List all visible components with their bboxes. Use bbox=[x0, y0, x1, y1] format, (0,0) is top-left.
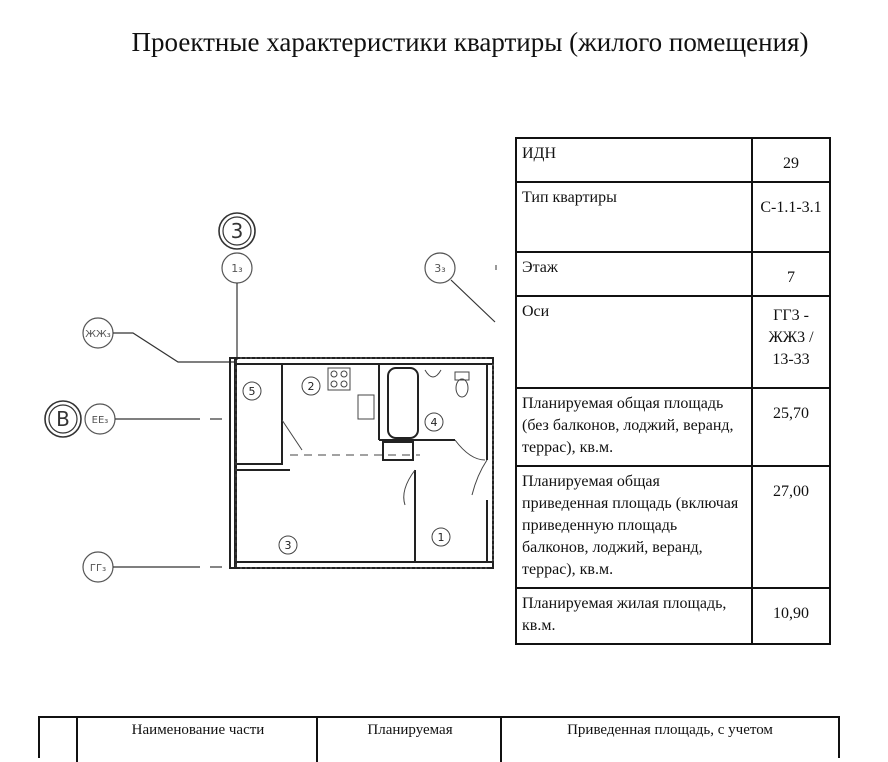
table-row bbox=[516, 466, 830, 588]
axis-3-label: 3 bbox=[230, 219, 244, 243]
table-row bbox=[516, 182, 830, 252]
axis-ee3-label: ЕЕ₃ bbox=[91, 415, 109, 426]
property-value: 7 bbox=[752, 252, 830, 296]
property-label: Этаж bbox=[516, 252, 752, 296]
table-row bbox=[516, 138, 830, 182]
apartment-properties-table bbox=[515, 137, 831, 645]
table-row bbox=[516, 388, 830, 466]
bottom-table-col-2: Планируемая bbox=[316, 718, 502, 762]
room-4-label: 4 bbox=[430, 416, 438, 429]
table-row bbox=[516, 588, 830, 644]
property-label: ИДН bbox=[516, 138, 752, 182]
property-label: Планируемая общая площадь (без балконов, лоджий, веранд, террас), кв.м. bbox=[516, 388, 752, 466]
property-value: 29 bbox=[752, 138, 830, 182]
property-label: Планируемая общая приведенная площадь (включая приведенную площадь балконов, лоджий, веранд, террас), кв.м. bbox=[516, 466, 752, 588]
axis-gg3-label: ГГ₃ bbox=[89, 563, 107, 574]
room-5-label: 5 bbox=[248, 385, 256, 398]
table-row bbox=[516, 296, 830, 388]
axis-v-label: В bbox=[56, 407, 70, 431]
property-value: ГГ3 - ЖЖ3 / 13-33 bbox=[752, 296, 830, 388]
axis-1-3-label: 1₃ bbox=[231, 262, 243, 275]
bottom-table-col-1: Наименование части bbox=[76, 718, 318, 762]
property-label: Планируемая жилая площадь, кв.м. bbox=[516, 588, 752, 644]
room-3-label: 3 bbox=[284, 539, 292, 552]
bottom-table-header bbox=[38, 716, 840, 758]
room-1-label: 1 bbox=[437, 531, 445, 544]
property-value: 10,90 bbox=[752, 588, 830, 644]
property-label: Тип квартиры bbox=[516, 182, 752, 252]
page-title: Проектные характеристики квартиры (жилого помещения) bbox=[131, 27, 809, 57]
property-value: 27,00 bbox=[752, 466, 830, 588]
property-value: 25,70 bbox=[752, 388, 830, 466]
property-value: С-1.1-3.1 bbox=[752, 182, 830, 252]
table-row bbox=[516, 252, 830, 296]
axis-zhzh3-label: ЖЖ₃ bbox=[85, 329, 111, 340]
property-label: Оси bbox=[516, 296, 752, 388]
axis-3-3-label: 3₃ bbox=[434, 262, 446, 275]
room-2-label: 2 bbox=[307, 380, 315, 393]
bottom-table-col-3: Приведенная площадь, с учетом bbox=[500, 718, 838, 762]
